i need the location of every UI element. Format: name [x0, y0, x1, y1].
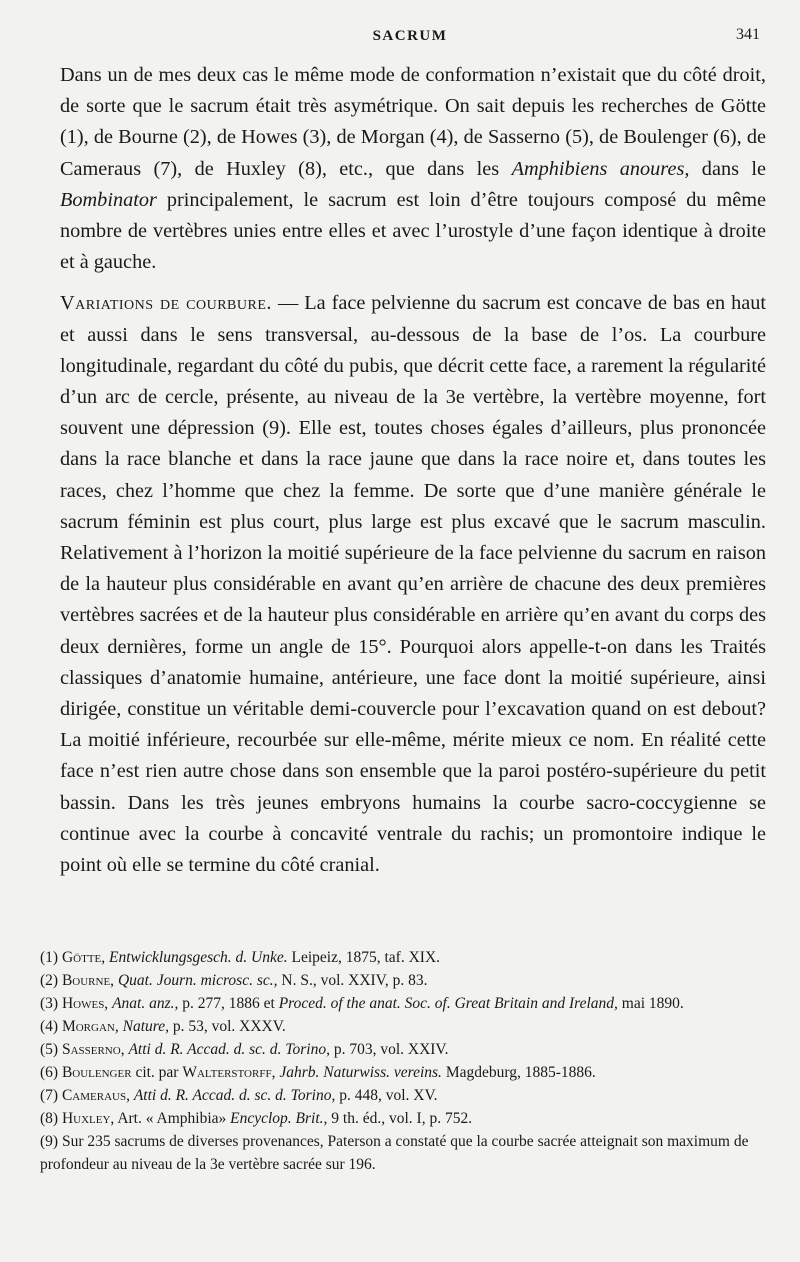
page-header — [60, 22, 760, 48]
paragraph-2: Variations de courbure. — La face pelvienne du sacrum est concave de bas en haut et aussi dans le sens transversal, au-dessous de la base de l’os. La courbure longitudinale, regardant du côté du pubis, que décrit cette face, a rarement la régularité d’un arc de cercle, présente, au niveau de la 3e vertèbre, la vertèbre moyenne, fort souvent une dépression (9). Elle est, toutes choses égales d’ailleurs, plus prononcée dans la race blanche et dans la race jaune que dans la race noire et, dans toutes les races, chez l’homme que chez la femme. De sorte que d’une manière générale le sacrum féminin est plus court, plus large est plus excavé que le sacrum masculin. Relativement à l’horizon la moitié supérieure de la face pelvienne du sacrum en raison de la hauteur plus considérable en avant qu’en arrière de chacune des deux premières vertèbres sacrées et de la hauteur plus considérable en arrière qu’en avant du corps des deux dernières, forme un angle de 15°. Pourquoi alors appelle-t-on dans les Traités classiques d’anatomie humaine, antérieure, une face dont la moitié supérieure, ainsi dirigée, constitue un véritable demi-couvercle pour l’excavation quand on est debout? La moitié inférieure, recourbée sur elle-même, mérite mieux ce nom. En réalité cette face n’est rien autre chose dans son ensemble que la paroi postéro-supérieure du petit bassin. Dans les très jeunes embryons humains la courbe sacro-coccygienne se continue avec la courbe à concavité ventrale du rachis; un promontoire indique le point où elle se termine du côté cranial. — [60, 292, 766, 877]
page-number: 341 — [736, 26, 760, 43]
footnote: (8) Huxley, Art. « Amphibia» Encyclop. Brit., 9 th. éd., vol. I, p. 752. — [40, 1110, 473, 1127]
footnote: (7) Cameraus, Atti d. R. Accad. d. sc. d. Torino, p. 448, vol. XV. — [40, 1087, 438, 1104]
footnote: (1) Götte, Entwicklungsgesch. d. Unke. Leipeiz, 1875, taf. XIX. — [40, 949, 441, 966]
footnote: (3) Howes, Anat. anz., p. 277, 1886 et Proced. of the anat. Soc. of. Great Britain and Ireland, mai 1890. — [40, 995, 684, 1012]
section-heading: Variations de courbure. — [60, 292, 272, 315]
footnotes — [40, 946, 766, 1176]
footnote: (2) Bourne, Quat. Journ. microsc. sc., N. S., vol. XXIV, p. 83. — [40, 972, 428, 989]
body-text — [60, 60, 766, 881]
running-title: SACRUM — [372, 28, 448, 44]
footnote: (9) Sur 235 sacrums de diverses provenances, Paterson a constaté que la courbe sacrée atteignait son maximum de profondeur au niveau de la 3e vertèbre sacrée sur 196. — [40, 1133, 749, 1173]
footnote: (4) Morgan, Nature, p. 53, vol. XXXV. — [40, 1018, 286, 1035]
footnote: (5) Sasserno, Atti d. R. Accad. d. sc. d. Torino, p. 703, vol. XXIV. — [40, 1041, 449, 1058]
paragraph-1: Dans un de mes deux cas le même mode de conformation n’existait que du côté droit, de sorte que le sacrum était très asymétrique. On sait depuis les recherches de Götte (1), de Bourne (2), de Howes (3), de Morgan (4), de Sasserno (5), de Boulenger (6), de Cameraus (7), de Huxley (8), etc., que dans les Amphibiens anoures, dans le Bombinator principalement, le sacrum est loin d’être toujours composé du même nombre de vertèbres unies entre elles et avec l’urostyle d’une façon identique à droite et à gauche. — [60, 64, 766, 274]
footnote: (6) Boulenger cit. par Walterstorff, Jahrb. Naturwiss. vereins. Magdeburg, 1885-1886. — [40, 1064, 596, 1081]
